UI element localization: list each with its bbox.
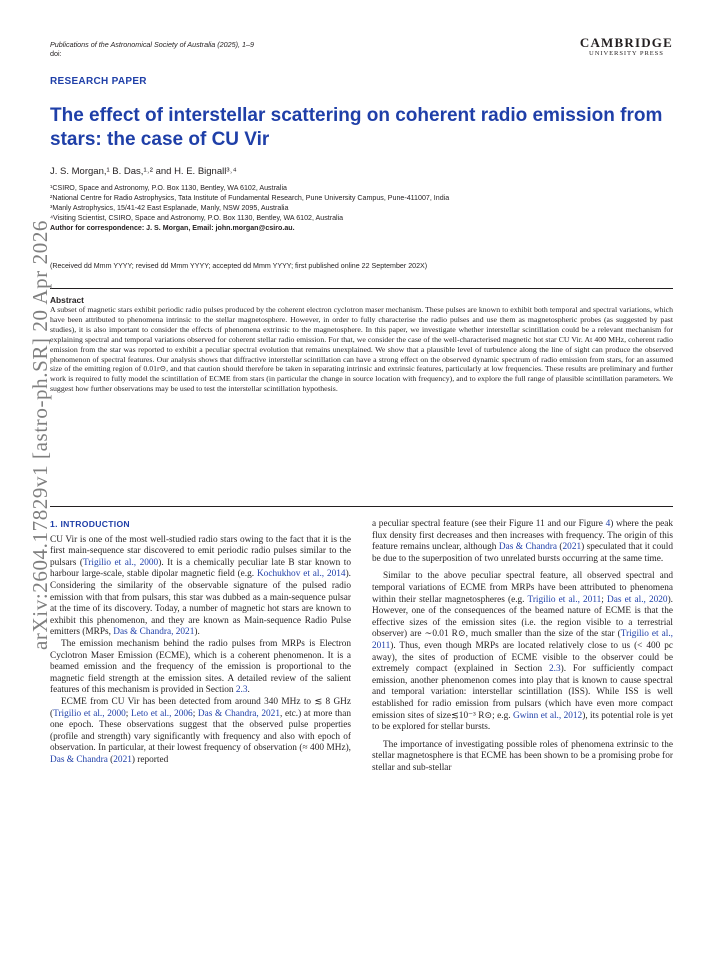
section-link[interactable]: 2.3 (235, 685, 248, 696)
citation-link[interactable]: Das & Chandra, 2021 (197, 708, 280, 719)
section-link[interactable]: 2.3 (548, 664, 561, 675)
affiliations (50, 183, 670, 233)
intro-paragraph-2: The emission mechanism behind the radio pulses from MRPs is Electron Cyclotron Maser Emission (ECME), which is a coherent phenomenon. It is a beamed emission and the frequency of the emission is proportional to the magnetic field strength at the emission sites. A detailed review of the salient features of this mechanism is provided in Section 2.3. (50, 638, 351, 696)
article-type: RESEARCH PAPER (50, 76, 147, 87)
section-heading-introduction: 1. INTRODUCTION (50, 519, 130, 529)
author-list: J. S. Morgan,¹ B. Das,¹˒² and H. E. Bignall³˒⁴ (50, 166, 237, 177)
citation-link[interactable]: Gwinn et al., 2012 (513, 710, 583, 721)
citation-link[interactable]: Trigilio et al., 2011 (527, 594, 602, 605)
affiliation-2: ²National Centre for Radio Astrophysics, Tata Institute of Fundamental Research, Pune University Campus, Pune-411007, India (50, 194, 450, 202)
intro-paragraph-1: CU Vir is one of the most well-studied radio stars owing to the fact that it is the first main-sequence star discovered to emit periodic radio pulses similar to the pulsars (Trigilio et al., 2000). It is a chemically peculiar late B star known to harbour large-scale, stable dipolar magnetic field (e.g. Kochukhov et al., 2014). Considering the similarity of the observable signature of the pulsed radio emission with that from pulsars, this star was dubbed as a main-sequence pulsar at the time of its discovery. Today, a number of magnetic hot stars are known to exhibit this phenomenon, and they are known as Main-sequence Radio Pulse emitters (MRPs, Das & Chandra, 2021). (50, 534, 351, 638)
citation-link[interactable]: Das et al., 2020 (607, 594, 668, 605)
citation-link[interactable]: Leto et al., 2006 (131, 708, 193, 719)
citation-link[interactable]: Trigilio et al., 2011 (372, 629, 673, 651)
affiliation-4: ⁴Visiting Scientist, CSIRO, Space and Astronomy, P.O. Box 1130, Bentley, WA 6102, Australia (50, 214, 344, 222)
left-column (50, 519, 351, 766)
citation-link[interactable]: Kochukhov et al., 2014 (256, 569, 346, 580)
citation-link[interactable]: Das & Chandra, 2021 (113, 627, 195, 638)
right-column (372, 519, 673, 774)
doi-label: doi: (50, 49, 62, 58)
intro-paragraph-6: The importance of investigating possible roles of phenomena extrinsic to the stellar magnetosphere is that ECME has been shown to be a promising probe for stellar and sub-stellar (372, 739, 673, 773)
publisher-name: CAMBRIDGE (579, 35, 673, 50)
received-dates: (Received dd Mmm YYYY; revised dd Mmm YYYY; accepted dd Mmm YYYY; first published online 22 September 202X) (50, 262, 428, 270)
journal-citation: Publications of the Astronomical Society of Australia (2025), 1–9 (50, 40, 255, 49)
abstract-heading: Abstract (50, 295, 84, 305)
citation-link[interactable]: Trigilio et al., 2000 (53, 708, 126, 719)
affiliation-3: ³Manly Astrophysics, 15/41-42 East Esplanade, Manly, NSW 2095, Australia (50, 204, 289, 212)
publisher-subtitle: UNIVERSITY PRESS (589, 50, 664, 57)
abstract-bottom-rule (50, 506, 673, 507)
correspondence-line: Author for correspondence: J. S. Morgan, Email: john.morgan@csiro.au. (50, 224, 295, 232)
citation-link[interactable]: Das & Chandra (50, 754, 108, 765)
citation-link[interactable]: 2021 (562, 542, 582, 553)
affiliation-1: ¹CSIRO, Space and Astronomy, P.O. Box 1130, Bentley, WA 6102, Australia (50, 184, 287, 192)
publisher-logo (580, 35, 673, 57)
figure-link[interactable]: 4 (605, 519, 611, 529)
intro-paragraph-3: ECME from CU Vir has been detected from around 340 MHz to ≲ 8 GHz (Trigilio et al., 2000; Leto et al., 2006; Das & Chandra, 2021, etc.) at more than one epoch. These observations suggest that the observed pulse properties (profile and strength) vary significantly with frequency and also with epoch of observation. In particular, at their lowest frequency of observation (≈ 400 MHz), Das & Chandra (2021) reported (50, 696, 351, 765)
citation-link[interactable]: 2021 (113, 754, 132, 765)
citation-link[interactable]: Trigilio et al., 2000 (82, 557, 159, 568)
abstract-top-rule (50, 288, 673, 289)
abstract-text: A subset of magnetic stars exhibit periodic radio pulses produced by the coherent electron cyclotron maser mechanism. These pulses are known to exhibit both temporal and spectral variations, which have been attributed to phenomena intrinsic to the stellar magnetosphere. However, in order to fully characterise the radio pulses and use them as magnetospheric probes (as suggested by past studies), it is also important to consider the effects of phenomena extrinsic to the magnetosphere. In this paper, we investigate whether interstellar scintillation could be a relevant mechanism for explaining spectral and temporal variations observed for coherent stellar radio emission. For that, we consider the case of the well-characterised magnetic hot star CU Vir. At 400 MHz, coherent radio emission from the star was reported to exhibit a peculiar spectral evolution that remains unexplained. We show that a plausible level of turbulence along the line of sight can produce the observed phenomenon of spectral features. Our analysis shows that diffractive interstellar scintillation can have a strong effect on the observed dynamic spectrum of radio emission from stars, for an assumed size of the emitting region of 0.01r⊙, and that caution should therefore be taken in separating intrinsic and extrinsic features, particularly at low frequencies. These results are preliminary and further work is required to fully model the scintillation of ECME from stars (in particular the change in source location with frequency), and to explore the full range of plausible scintillation parameters. We suggest how further observations may be used to test the interstellar scintillation hypothesis. (50, 305, 673, 394)
paper-title: The effect of interstellar scattering on coherent radio emission from stars: the case of CU Vir (50, 105, 663, 150)
intro-paragraph-5: Similar to the above peculiar spectral feature, all observed spectral and temporal variations of ECME from MRPs have been attributed to phenomena within their stellar magnetospheres (e.g. Trigilio et al., 2011; Das et al., 2020). However, one of the consequences of the beamed nature of ECME is that the effective sizes of the emission sites (i.e. the region visible to a terrestrial observer) are ∼0.01 R⊙, much smaller than the size of the star (Trigilio et al., 2011). Thus, even though MRPs are located relatively close to us (< 400 pc away), the sites of production of ECME visible to the observer could be extremely compact (explained in Section 2.3). For sufficiently compact emission, another phenomenon comes into play that is known to cause spectral and temporal variation: interstellar scintillation (ISS). While ISS is well established for radio emission from pulsars (which have even more compact emission sites of size≲10⁻³ R⊙; e.g. Gwinn et al., 2012), its potential role is yet to be explored for stellar bursts. (372, 571, 673, 733)
citation-link[interactable]: Das & Chandra (498, 542, 557, 553)
arxiv-stamp: arXiv:2604.17829v1 [astro-ph.SR] 20 Apr 2026 (28, 219, 52, 650)
intro-paragraph-4: a peculiar spectral feature (see their Figure 11 and our Figure 4) where the peak flux density first decreases and then increases with frequency. The origin of this feature remains unclear, although Das & Chandra (2021) speculated that it could be due to the superposition of two unrelated bursts occurring at the same time. (372, 519, 673, 564)
